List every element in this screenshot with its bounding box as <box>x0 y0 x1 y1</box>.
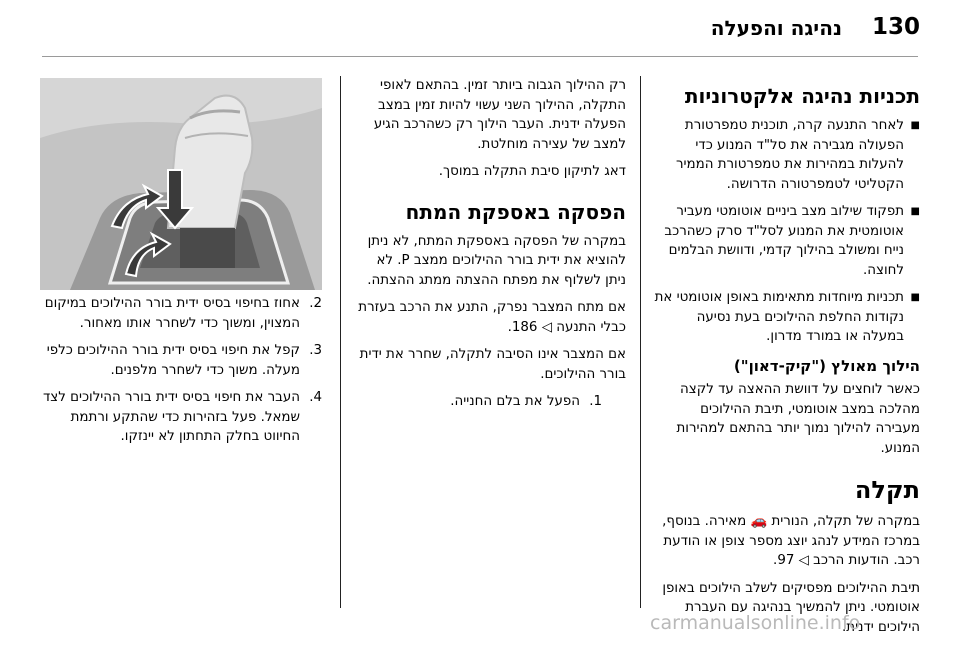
list-item <box>354 392 626 412</box>
fault-text-2: תיבת ההילוכים מפסיקים לשלב הילוכים באופן אוטומטי. ניתן להמשיך בנהיגה עם העברת הילוכים ידנית. <box>662 580 920 635</box>
column-middle <box>354 76 626 420</box>
steps-list-start <box>354 392 626 412</box>
list-item: ■ לאחר התנעה קרה, תוכנית טמפרטורת הפעולה מגבירה את סל"ד המנוע כדי להעלות במהירות את טמפרטורת הממיר הקטליטי לטמפרטורה הדרושה. <box>652 116 920 194</box>
battery-jump-text: אם מתח המצבר נפרק, התנע את הרכב בעזרת כבלי התנעה ◁ 186. <box>358 300 626 335</box>
list-item: ■ תפקוד שילוב מצב ביניים אוטומטי מעביר אוטומטית את המנוע לסל"ד סרק כשהרכב נייח ומשולב בהילוך קדמי, ודוושת הבלמים לחוצה. <box>652 202 920 280</box>
list-item <box>42 294 322 333</box>
page-title: נהיגה והפעלה <box>710 16 842 40</box>
step-text: קפל את חיפוי בסיס ידית בורר ההילוכים כלפי מעלה. משוך כדי לשחרר מלפנים. <box>46 343 300 378</box>
section-heading-fault: תקלה <box>854 476 920 504</box>
step-number: 4. <box>309 390 322 405</box>
power-failure-text: במקרה של הפסקה באספקת המתח, לא ניתן להוציא את ידית בורר ההילוכים ממצב P. לא ניתן לשלוף את מפתח ההצתה ממתג ההצתה. <box>367 233 626 288</box>
step-text: העבר את חיפוי בסיס ידית בורר ההילוכים לצד שמאל. פעל בזהירות כדי שהתקע ורתמת החיווט בחלק התחתון לא יינזקו. <box>42 390 300 444</box>
step-text: אחוז בחיפוי בסיס ידית בורר ההילוכים במיקום המצוין, ומשוך כדי לשחרר אותו מאחור. <box>44 296 300 331</box>
step-number: 1. <box>589 394 602 409</box>
fault-text: במקרה של תקלה, הנורית 🚗 מאירה. בנוסף, במרכז המידע לנהג יוצג מספר צופן או הודעת רכב. הודעות הרכב ◁ 97. <box>662 514 920 568</box>
column-divider-right <box>640 76 641 608</box>
column-right <box>652 80 920 645</box>
watermark: carmanualsonline.info <box>650 612 861 634</box>
list-item <box>42 388 322 447</box>
fault-continued-text: רק ההילוך הגבוה ביותר זמין. בהתאם לאופי התקלה, ההילוך השני עשוי להיות זמין במצב הפעלה ידנית. העבר הילוך רק כשהרכב הגיע למצב של עצירה מוחלטת. <box>373 78 626 152</box>
header-rule <box>42 56 918 57</box>
step-number: 2. <box>309 296 322 311</box>
column-left <box>42 294 322 455</box>
section-heading-electronic-programs: תכניות נהיגה אלקטרוניות <box>684 84 920 108</box>
steps-list-continued <box>42 294 322 447</box>
page-number: 130 <box>871 14 920 40</box>
column-divider-left <box>340 76 341 608</box>
release-lever-text: אם המצבר אינו הסיבה לתקלה, שחרר את ידית בורר ההילוכים. <box>359 347 626 382</box>
section-heading-power-failure: הפסקה באספקת המתח <box>405 199 626 224</box>
section-heading-kickdown: הילוך מאולץ ("קיק-דאון") <box>733 356 920 375</box>
kickdown-text: כאשר לוחצים על דוושת ההאצה עד לקצה מהלכה במצב אוטומטי, תיבת ההילוכים מעבירה להילוך נמוך יותר בהתאם למהירות המנוע. <box>676 382 920 456</box>
step-number: 3. <box>309 343 322 358</box>
repair-note: דאג לתיקון סיבת התקלה במוסך. <box>438 164 626 179</box>
gear-selector-illustration <box>40 78 322 290</box>
step-text: הפעל את בלם החנייה. <box>450 394 580 409</box>
page-header <box>0 0 960 66</box>
gear-selector-icon <box>40 78 322 290</box>
program-list <box>652 116 920 347</box>
list-item <box>42 341 322 380</box>
list-item: ■ תכניות מיוחדות מתאימות באופן אוטומטי את נקודות החלפת ההילוכים בעת נסיעה במעלה או במורד מדרון. <box>652 288 920 347</box>
